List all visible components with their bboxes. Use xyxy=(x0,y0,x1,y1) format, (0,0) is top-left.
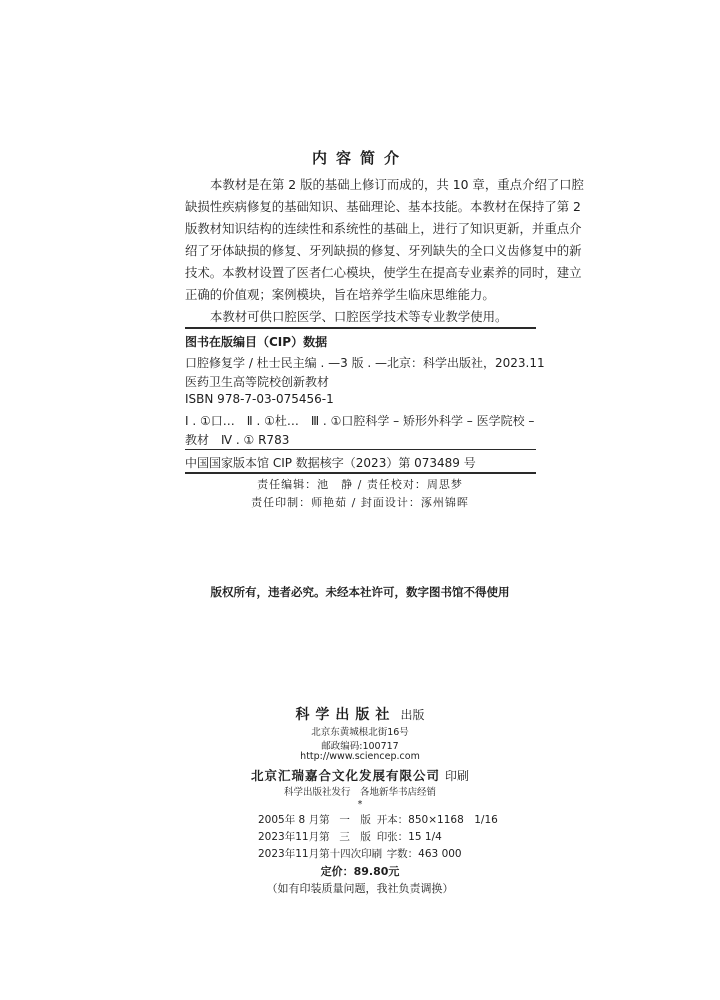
publisher-suffix: 出版 xyxy=(400,708,425,722)
edition-row xyxy=(258,829,442,844)
publisher-website: http://www.sciencep.com xyxy=(300,751,420,762)
summary-line: 绍了牙体缺损的修复、牙列缺损的修复、牙列缺失的全口义齿修复中的新 xyxy=(185,243,582,258)
cip-top-rule xyxy=(185,327,536,329)
cip-classification: Ⅰ . ①口… Ⅱ . ①杜… Ⅲ . ①口腔科学 – 矫形外科学 – 医学院校 – xyxy=(185,414,535,428)
edition-info: 开本：850×1168 1/16 xyxy=(376,814,498,826)
edition-date: 2023年11月第十四次印刷 xyxy=(258,848,383,860)
cip-verify-number: 中国国家版本馆 CIP 数据核字（2023）第 073489 号 xyxy=(185,456,476,470)
cip-divider xyxy=(185,449,536,450)
cip-line: ISBN 978-7-03-075456-1 xyxy=(185,392,334,406)
edition-date: 2023年11月第 xyxy=(258,831,330,843)
printer-suffix: 印刷 xyxy=(445,769,470,783)
summary-line: 版教材知识结构的连续性和系统性的基础上，进行了知识更新，并重点介 xyxy=(185,221,582,236)
quality-note: （如有印装质量问题，我社负责调换） xyxy=(266,882,454,895)
summary-line: 缺损性疾病修复的基础知识、基础理论、基本技能。本教材在保持了第 2 xyxy=(185,199,581,214)
summary-text xyxy=(185,174,584,328)
edition-row xyxy=(258,846,462,861)
cip-classification: 教材 Ⅳ . ① R783 xyxy=(185,433,290,447)
cip-bottom-rule xyxy=(185,472,536,474)
cip-heading: 图书在版编目（CIP）数据 xyxy=(185,335,328,349)
summary-line: 本教材可供口腔医学、口腔医学技术等专业教学使用。 xyxy=(210,309,508,324)
cip-line: 口腔修复学 / 杜士民主编 . —3 版 . —北京：科学出版社，2023.11 xyxy=(185,356,545,370)
copyright-notice: 版权所有，违者必究。未经本社许可，数字图书馆不得使用 xyxy=(210,585,510,599)
edition-info: 字数：463 000 xyxy=(386,848,462,860)
publisher-name: 科学出版社 xyxy=(295,707,396,723)
edition-label: 三 版 xyxy=(339,831,371,843)
separator-star: * xyxy=(357,799,363,810)
edition-row xyxy=(258,812,498,827)
summary-line: 技术。本教材设置了医者仁心模块，使学生在提高专业素养的同时，建立 xyxy=(185,265,582,280)
summary-line: 本教材是在第 2 版的基础上修订而成的，共 10 章，重点介绍了口腔 xyxy=(210,177,584,192)
price: 定价：89.80元 xyxy=(320,865,400,878)
publisher-postcode: 邮政编码:100717 xyxy=(321,741,399,752)
distribution-line: 科学出版社发行 各地新华书店经销 xyxy=(283,787,436,798)
summary-line: 正确的价值观；案例模块，旨在培养学生临床思维能力。 xyxy=(185,287,495,302)
editors-line: 责任印制：师艳茹 / 封面设计：涿州锦晖 xyxy=(251,496,469,509)
publisher-address: 北京东黄城根北街16号 xyxy=(311,727,409,738)
edition-label: 一 版 xyxy=(339,814,371,826)
cip-line: 医药卫生高等院校创新教材 xyxy=(185,375,330,389)
edition-info: 印张：15 1/4 xyxy=(376,831,442,843)
publisher-line xyxy=(0,704,720,724)
printer-line xyxy=(0,765,720,784)
editors-line: 责任编辑：池 静 / 责任校对：周思梦 xyxy=(257,478,463,491)
printer-name: 北京汇瑞嘉合文化发展有限公司 xyxy=(250,768,440,783)
edition-date: 2005年 8 月第 xyxy=(258,814,330,826)
page-title: 内容简介 xyxy=(311,149,408,167)
